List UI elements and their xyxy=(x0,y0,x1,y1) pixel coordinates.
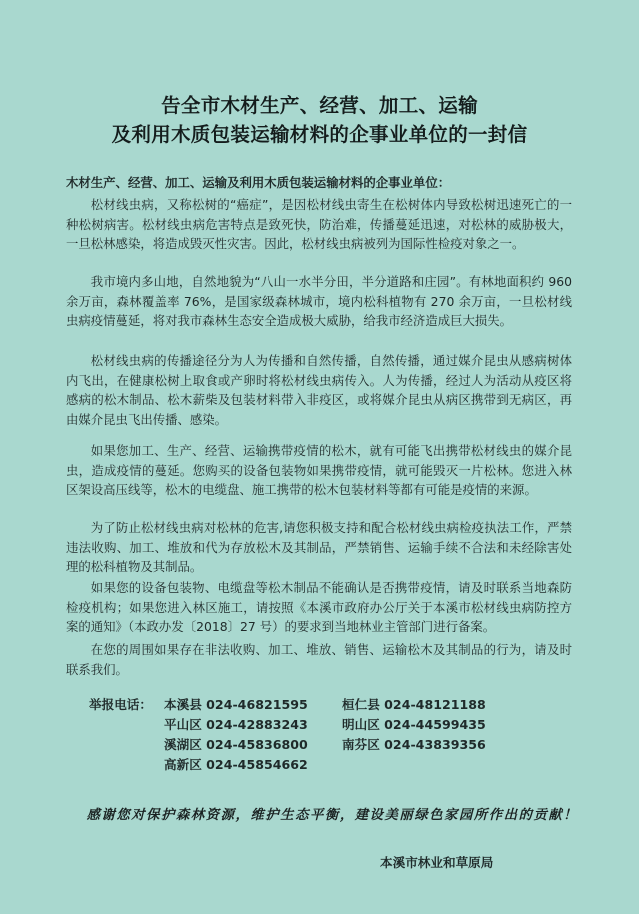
paragraph-disease-intro: 松材线虫病，又称松树的“癌症”，是因松材线虫寄生在松树体内导致松树迅速死亡的一种松树病害。松材线虫病危害特点是致死快，防治难，传播蔓延迅速，对松林的威胁极大，一旦松林感染，将造成毁灭性灾害。因此，松材线虫病被列为国际性检疫对象之一。 xyxy=(66,197,572,251)
salutation: 木材生产、经营、加工、运输及利用木质包装运输材料的企事业单位： xyxy=(66,175,451,190)
hotline-xihu: 溪湖区 024-45836800 xyxy=(164,737,308,752)
paragraph-prohibitions: 为了防止松材线虫病对松林的危害,请您积极支持和配合松材线虫病检疫执法工作，严禁违法收购、加工、堆放和代为存放松木及其制品，严禁销售、运输手续不合法和未经除害处理的松科植物及其制品。 xyxy=(66,520,572,574)
hotline-nanfen: 南芬区 024-43839356 xyxy=(342,737,486,752)
hotline-gaoxin: 高新区 024-45854662 xyxy=(164,757,308,772)
hotline-label: 举报电话： xyxy=(89,697,152,712)
hotline-benxi-county: 本溪县 024-46821595 xyxy=(164,697,308,712)
paragraph-transmission: 松材线虫病的传播途径分为人为传播和自然传播，自然传播，通过媒介昆虫从感病树体内飞出，在健康松树上取食或产卵时将松材线虫病传入。人为传播，经过人为活动从疫区将感病的松木制品、松木薪柴及包装材料带入非疫区，或将媒介昆虫从病区携带到无病区，再由媒介昆虫飞出传播、感染。 xyxy=(66,353,572,427)
hotline-pingshan: 平山区 024-42883243 xyxy=(164,717,308,732)
hotline-huanren-county: 桓仁县 024-48121188 xyxy=(342,697,486,712)
paragraph-risk-sources: 如果您加工、生产、经营、运输携带疫情的松木，就有可能飞出携带松材线虫的媒介昆虫，造成疫情的蔓延。您购买的设备包装物如果携带疫情，就可能毁灭一片松林。您进入林区架设高压线等，松木的电缆盘、施工携带的松木包装材料等都有可能是疫情的来源。 xyxy=(66,443,572,497)
hotline-mingshan: 明山区 024-44599435 xyxy=(342,717,486,732)
signature-issuer: 本溪市林业和草原局 xyxy=(380,855,494,870)
paragraph-contact-quarantine: 如果您的设备包装物、电缆盘等松木制品不能确认是否携带疫情，请及时联系当地森防检疫机构；如果您进入林区施工，请按照《本溪市政府办公厅关于本溪市松材线虫病防控方案的通知》（本政办发〔2018〕27 号）的要求到当地林业主管部门进行备案。 xyxy=(66,580,572,634)
letter-title-line-2: 及利用木质包装运输材料的企事业单位的一封信 xyxy=(111,123,528,146)
paragraph-forest-resources: 我市境内多山地，自然地貌为“八山一水半分田，半分道路和庄园”。有林地面积约 960 余万亩，森林覆盖率 76%，是国家级森林城市，境内松科植物有 270 余万亩，一旦松材线虫病疫情蔓延，将对我市森林生态安全造成极大威胁，给我市经济造成巨大损失。 xyxy=(66,274,572,328)
letter-title-line-1: 告全市木材生产、经营、加工、运输 xyxy=(161,94,478,117)
paragraph-report-request: 在您的周围如果存在非法收购、加工、堆放、销售、运输松木及其制品的行为，请及时联系我们。 xyxy=(66,642,572,677)
closing-thanks: 感谢您对保护森林资源，维护生态平衡，建设美丽绿色家园所作出的贡献！ xyxy=(86,808,579,823)
